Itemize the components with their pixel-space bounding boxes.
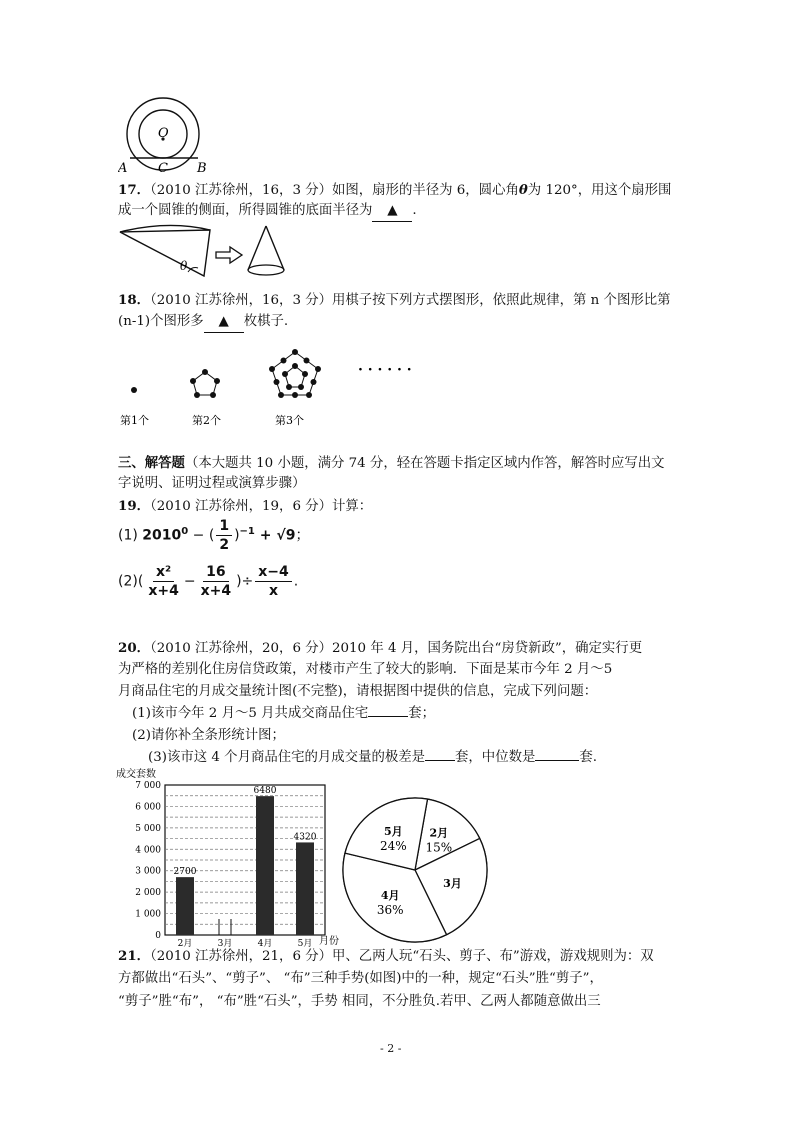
q17-number: 17． [118,182,151,198]
bar-chart-xlabel: 月份 [319,936,339,947]
q17-theta: θ [518,182,528,198]
q19-p1-den: 2 [219,537,230,553]
q19-text: （2010 江苏徐州，19，6 分）计算： [150,499,373,514]
q19-p1-num: 1 [216,517,232,536]
q21-text1: （2010 江苏徐州，21，6 分）甲、乙两人玩“石头、剪子、布”游戏，游戏规则为：双 [150,949,654,964]
q18-line1 [118,290,671,311]
q19-p2-close: )÷ [236,573,254,590]
bar-4月 [256,796,274,935]
sector-cone-figure [118,222,318,282]
q21-line3 [118,992,601,1012]
label-c: C [158,161,168,176]
pie-chart [340,795,490,945]
q20-text1: （2010 江苏徐州，20，6 分）2010 年 4 月，国务院出台“房贷新政”，确定实行更 [150,641,643,656]
pie-percent-label: 36% [376,902,404,917]
q17-text1: （2010 江苏徐州，16，3 分）如图，扇形的半径为 6，圆心角 [150,183,519,198]
y-tick-label: 0 [155,931,161,941]
x-tick-label: 4月 [257,939,273,948]
q20-sub1-blank [368,716,408,717]
pattern-label-1: 第1个 [120,414,149,427]
sector-angle-label: θ [180,259,188,273]
q19-line [118,496,372,517]
y-tick-label: 5 000 [135,823,161,834]
pie-percent-label: 15% [425,840,453,855]
x-tick-label: 3月 [217,939,233,948]
bar-5月 [296,842,314,935]
label-a: A [118,161,128,176]
label-b: B [197,161,207,176]
q19-p2-tail: . [293,573,299,590]
q19-p2-frac2 [198,563,235,600]
bar-chart-ylabel: 成交套数 [116,769,156,780]
q19-p2-label: (2) [118,573,138,590]
y-tick-label: 4 000 [135,845,161,856]
q18-number: 18． [118,292,151,308]
bar-data-label: 6480 [253,786,277,797]
q19-p1-label: (1) [118,527,138,544]
q19-number: 19． [118,498,151,514]
q19-p1-minus: − ( [188,527,215,544]
pattern-label-2: 第2个 [192,414,221,427]
y-tick-label: 6 000 [135,802,161,813]
q21-number: 21． [118,948,151,964]
y-tick-label: 3 000 [135,866,161,877]
q17-tail: . [412,203,417,218]
q21-text2: 方都做出“石头”、“剪子”、 “布”三种手势(如图)中的一种，规定“石头”胜“剪子”， [118,971,603,986]
q19-p1-tail: ； [295,527,310,544]
bar-2月 [176,877,194,935]
q19-p2-minus: − [183,573,196,590]
q21-line1 [118,946,654,967]
q19-p1-base: 2010 [142,527,182,544]
q17-answer-blank: ▲ [372,201,412,222]
y-tick-label: 7 000 [135,781,161,791]
q18-line2 [118,312,288,333]
q19-p2-frac1 [145,563,182,600]
x-tick-label: 5月 [297,939,313,948]
q19-p1-close: ) [234,527,240,544]
q20-line1 [118,638,642,659]
q19-p2-n3: x−4 [255,563,292,582]
pie-label: 3月 [443,876,462,890]
q19-p1-plus: + √9 [254,527,296,544]
q18-text3: 枚棋子. [243,314,289,329]
q20-sub2-text: (2)请你补全条形统计图； [132,728,285,743]
q19-p1-fraction [216,517,232,554]
q19-p2-frac3 [255,563,292,600]
page-number: - 2 - [380,1042,402,1055]
q18-text1: （2010 江苏徐州，16，3 分）用棋子按下列方式摆图形，依照此规律，第 n 个图形比第 [150,293,671,308]
q20-sub3-a: (3)该市这 4 个月商品住宅的月成交量的极差是 [148,750,426,765]
y-tick-label: 1 000 [135,909,161,920]
q20-sub3-blank2 [535,760,579,761]
q20-sub1-tail: 套； [408,706,436,721]
q21-text3: “剪子”胜“布”， “布”胜“石头”，手势 相同，不分胜负.若甲、乙两人都随意做出三 [118,994,601,1009]
bar-data-label: 2700 [173,867,197,878]
q19-p2-n2: 16 [203,563,228,582]
q20-line2 [118,660,612,680]
pie-percent-label: 24% [379,838,407,853]
q20-sub1 [132,704,435,724]
section3-title: 三、解答题 [118,455,185,471]
q20-sub3-b: 套，中位数是 [455,750,536,765]
q19-p2-open: ( [137,573,144,590]
pattern-label-3: 第3个 [275,414,304,427]
pie-label: 5月 [383,824,403,838]
section3-text2: 字说明、证明过程或演算步骤） [118,476,306,491]
q20-sub3-blank1 [425,760,455,761]
section3-line2 [118,474,305,494]
section3-text1: （本大题共 10 小题，满分 74 分，轻在答题卡指定区域内作答，解答时应写出文 [184,456,665,471]
q17-line1 [118,180,671,201]
q19-p2-d1: x+4 [148,583,179,599]
q19-p1-exp0: 0 [181,525,189,537]
q19-p1-exp1: −1 [239,525,255,537]
q20-line3 [118,682,597,702]
circle-figure [118,96,218,176]
q19-p2-d2: x+4 [200,583,232,599]
q17-line2 [118,201,417,222]
q20-text2: 为严格的差别化住房信贷政策，对楼市产生了较大的影响．下面是某市今年 2 月～5 [118,662,613,677]
q21-line2 [118,969,603,989]
y-tick-label: 2 000 [135,888,161,899]
pie-label: 4月 [380,888,400,902]
q17-text3: 成一个圆锥的侧面，所得圆锥的底面半径为 [118,203,373,218]
q19-p2-n1: x² [153,563,174,582]
q20-sub2 [132,726,285,746]
bar-data-label: 4320 [293,832,317,843]
q18-text2: (n-1)个图形多 [118,314,204,329]
q20-number: 20． [118,640,151,656]
section3-line1 [118,453,665,474]
q20-sub3-c: 套. [579,750,598,765]
q19-part2 [118,563,298,600]
label-o: O [158,126,169,141]
x-tick-label: 2月 [177,939,193,948]
q20-sub1-text: (1)该市今年 2 月～5 月共成交商品住宅 [132,706,369,721]
bar-chart [112,764,347,948]
q19-p2-d3: x [269,583,279,599]
q17-text2: 为 120°，用这个扇形围 [527,183,672,198]
q19-part1 [118,517,309,554]
pie-label: 2月 [429,826,449,840]
pattern-figure [118,340,418,428]
q18-answer-blank: ▲ [204,312,244,333]
q20-text3: 月商品住宅的月成交量统计图(不完整)，请根据图中提供的信息，完成下列问题： [118,684,598,699]
pattern-ellipsis: · · · · · · [358,362,412,378]
